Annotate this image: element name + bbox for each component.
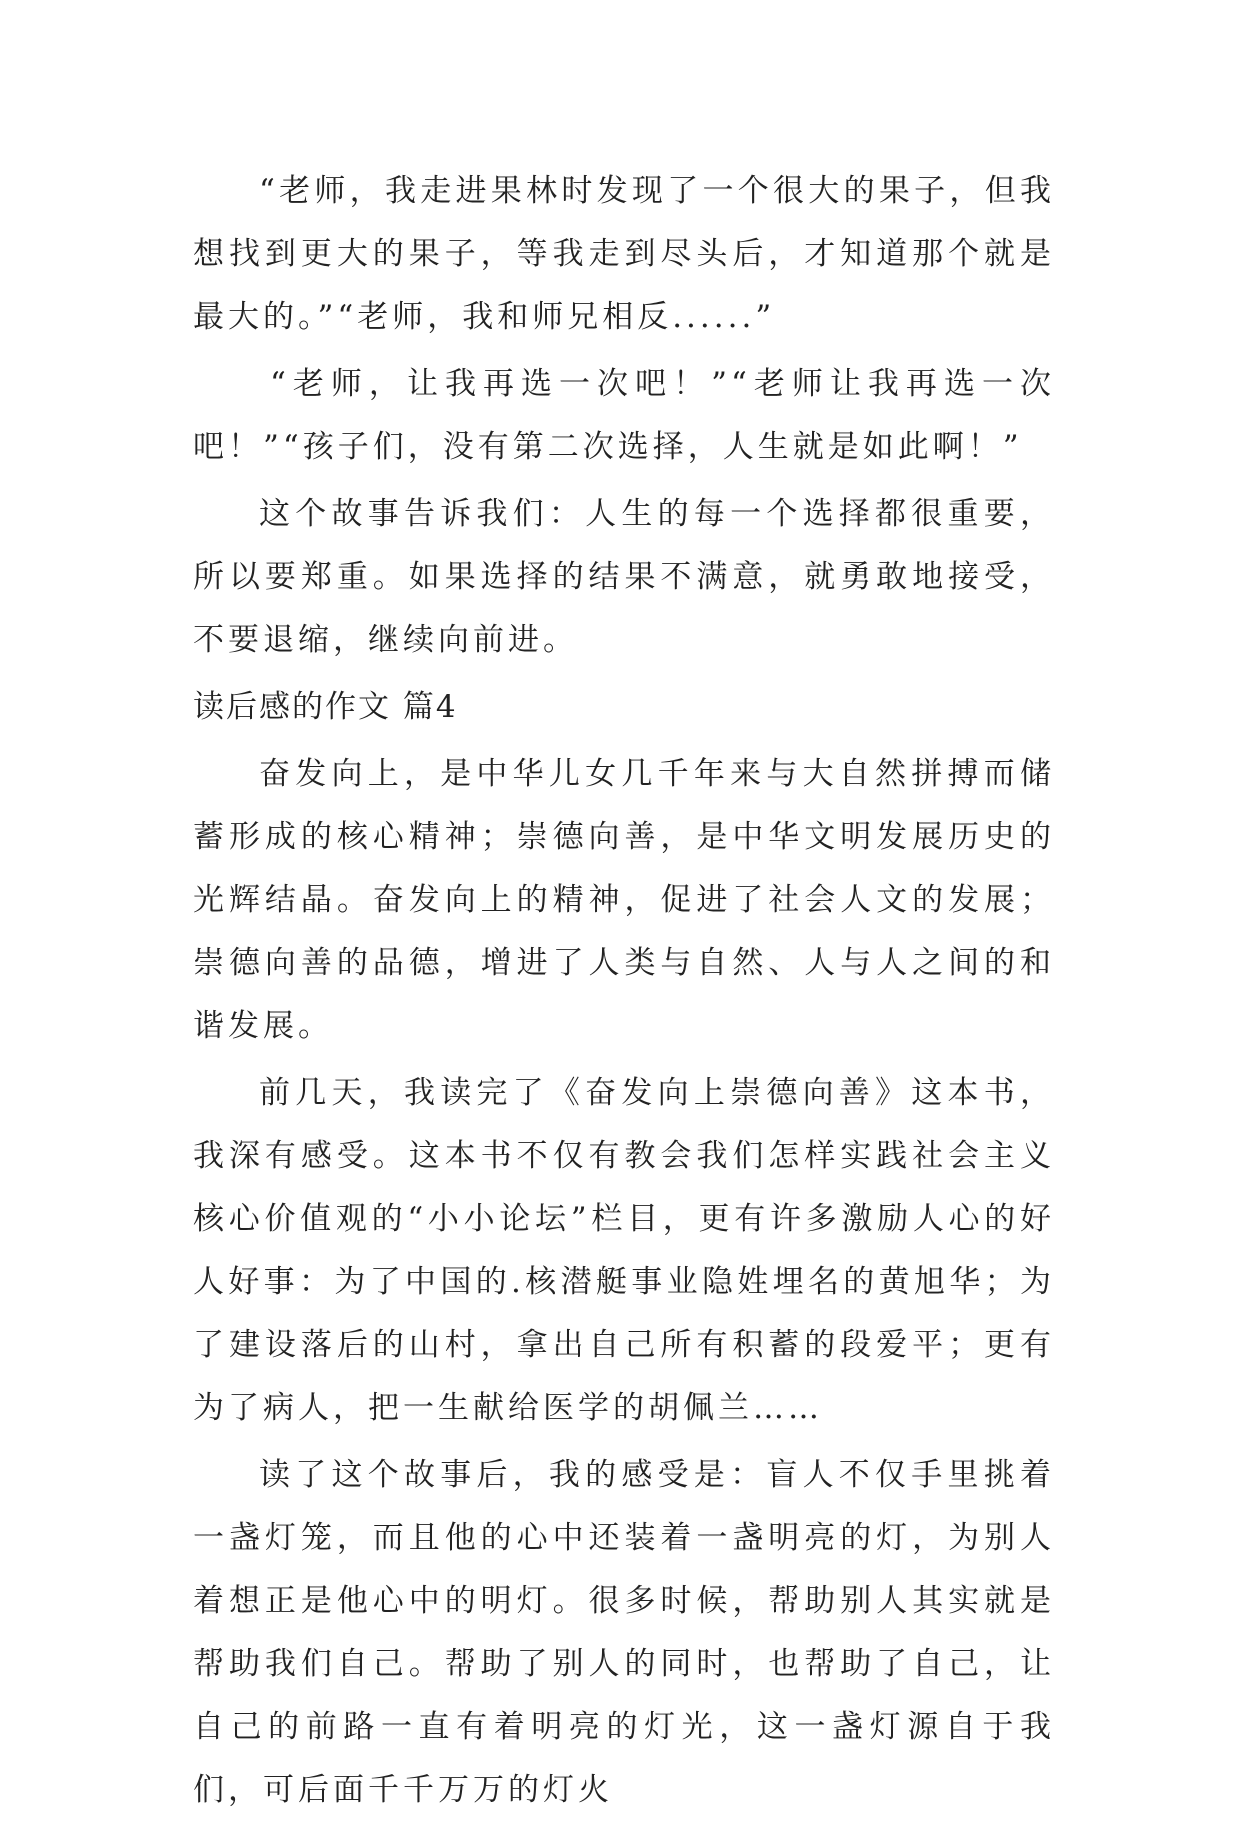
paragraph: 前几天，我读完了《奋发向上崇德向善》这本书，我深有感受。这本书不仅有教会我们怎样实践社会主义核心价值观的“小小论坛”栏目，更有许多激励人心的好人好事：为了中国的.核潜艇事业隐姓埋名的黄旭华；为了建设落后的山村，拿出自己所有积蓄的段爱平；更有为了病人，把一生献给医学的胡佩兰…… [193, 1075, 1055, 1426]
paragraph: 这个故事告诉我们：人生的每一个选择都很重要，所以要郑重。如果选择的结果不满意，就勇敢地接受，不要退缩，继续向前进。 [193, 496, 1055, 658]
paragraph: 读了这个故事后，我的感受是：盲人不仅手里挑着一盏灯笼，而且他的心中还装着一盏明亮的灯，为别人着想正是他心中的明灯。很多时候，帮助别人其实就是帮助我们自己。帮助了别人的同时，也帮助了自己，让自己的前路一直有着明亮的灯光，这一盏灯源自于我们，可后面千千万万的灯火 [193, 1457, 1055, 1808]
section-title: 读后感的作文 篇4 [193, 689, 458, 725]
paragraph: “老师，我走进果林时发现了一个很大的果子，但我想找到更大的果子，等我走到尽头后，才知道那个就是最大的。”“老师，我和师兄相反......” [193, 173, 1055, 335]
paragraph: 奋发向上，是中华儿女几千年来与大自然拼搏而储蓄形成的核心精神；崇德向善，是中华文明发展历史的光辉结晶。奋发向上的精神，促进了社会人文的发展；崇德向善的品德，增进了人类与自然、人与人之间的和谐发展。 [193, 756, 1055, 1044]
document-page [193, 160, 1055, 1822]
paragraph: “老师，让我再选一次吧！”“老师让我再选一次吧！”“孩子们，没有第二次选择，人生就是如此啊！” [193, 366, 1055, 465]
